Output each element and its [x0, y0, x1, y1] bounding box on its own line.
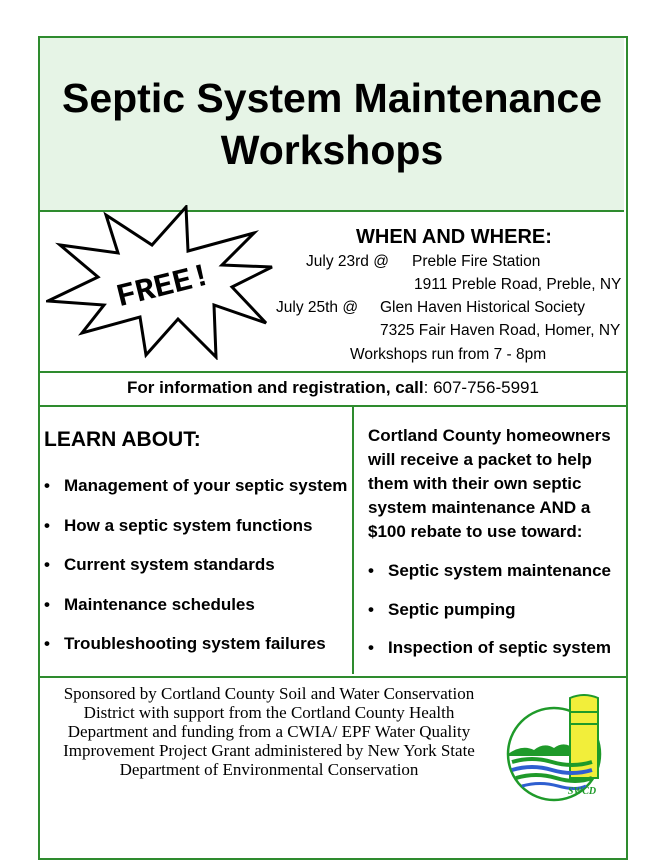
title-line-1: Septic System Maintenance — [61, 75, 603, 121]
divider-top — [40, 371, 626, 373]
title-banner — [40, 38, 624, 212]
event1-date: July 23rd @ — [306, 253, 389, 270]
contact-label: For information and registration, call — [127, 378, 424, 397]
contact-line — [40, 378, 626, 398]
event2-location: Glen Haven Historical Society — [380, 299, 586, 316]
contact-phone[interactable]: : 607-756-5991 — [423, 378, 539, 397]
learn-about-list — [44, 476, 347, 674]
event2-date: July 25th @ — [276, 299, 359, 316]
list-item: • Inspection of septic system — [368, 638, 611, 677]
list-item: • Current system standards — [44, 555, 347, 595]
event1-location: Preble Fire Station — [412, 253, 541, 270]
when-where-heading: WHEN AND WHERE: — [356, 226, 552, 248]
list-item: • Troubleshooting system failures — [44, 634, 347, 674]
rebate-list — [368, 561, 611, 677]
list-item: • How a septic system functions — [44, 516, 347, 556]
workshop-hours: Workshops run from 7 - 8pm — [350, 346, 547, 363]
event2-address: 7325 Fair Haven Road, Homer, NY — [380, 322, 621, 339]
sponsor-text: Sponsored by Cortland County Soil and Water Conservation District with support from the Cortland County Health Department and funding from a CWIA/ EPF Water Quality Improvement Project Grant administered by New York State Department of Environmental Conservation — [63, 684, 475, 779]
title-line-2: Workshops — [220, 127, 444, 173]
rebate-intro: Cortland County homeowners will receive a packet to help them with their own septic system maintenance AND a $100 rebate to use toward: — [368, 426, 611, 541]
logo-label: SWCD — [567, 786, 597, 797]
list-item: • Septic pumping — [368, 600, 611, 639]
free-label: FREE! — [112, 256, 215, 317]
learn-about-heading: LEARN ABOUT: — [44, 428, 201, 451]
swcd-logo-icon — [498, 694, 618, 804]
list-item: • Septic system maintenance — [368, 561, 611, 600]
event1-address: 1911 Preble Road, Preble, NY — [414, 276, 622, 293]
list-item: • Maintenance schedules — [44, 595, 347, 635]
divider-middle — [40, 405, 626, 407]
free-starburst — [46, 205, 276, 360]
list-item: • Management of your septic system — [44, 476, 347, 516]
column-divider — [352, 406, 354, 674]
